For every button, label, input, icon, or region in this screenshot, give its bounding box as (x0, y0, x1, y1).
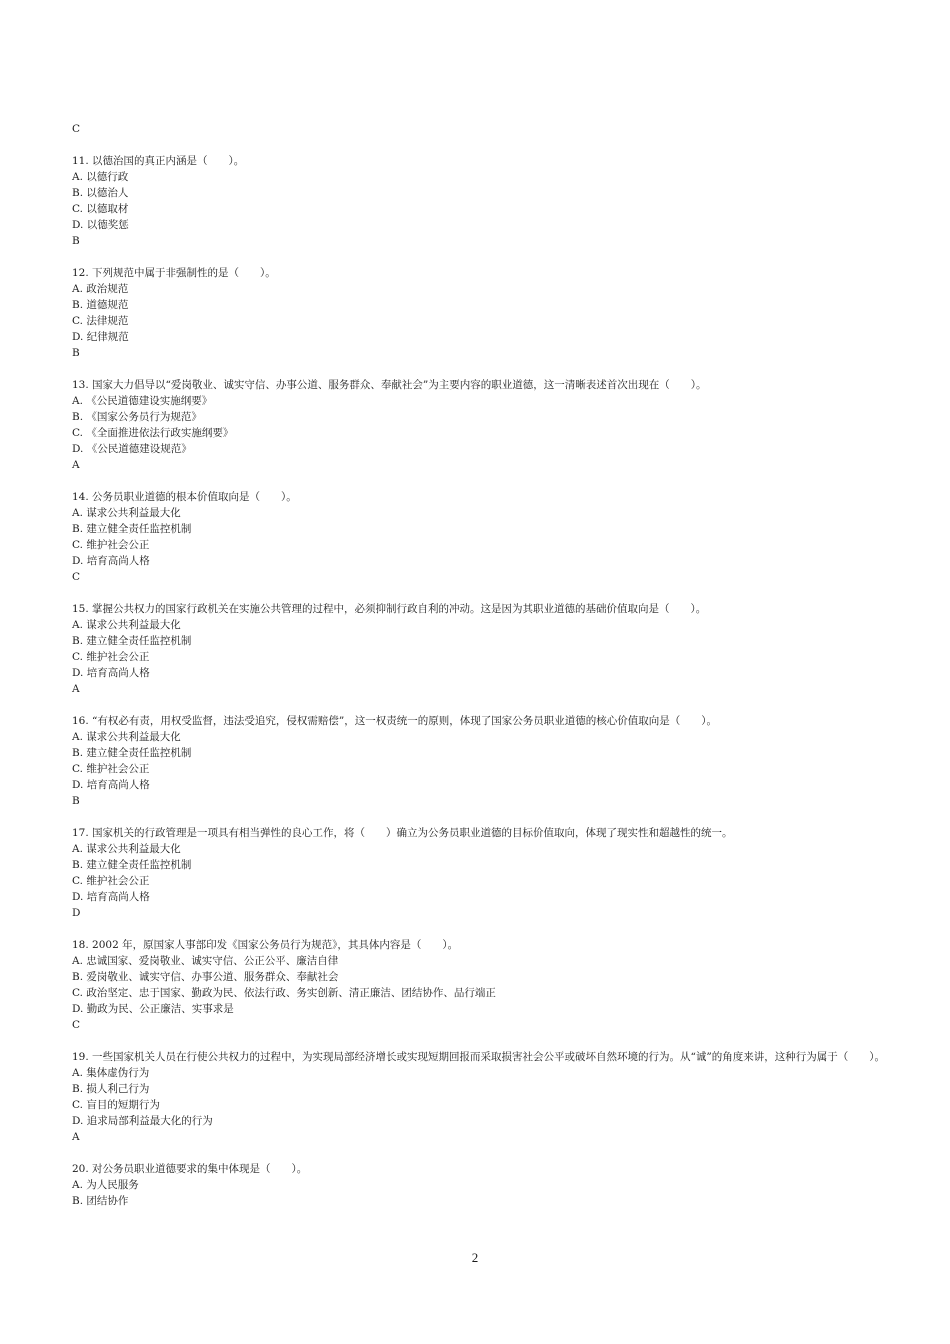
question-stem: 12. 下列规范中属于非强制性的是（ ）。 (72, 267, 276, 279)
question-block (72, 153, 902, 249)
answer-option: C. 维护社会公正 (72, 539, 150, 551)
answer-option: D. 培育高尚人格 (72, 667, 150, 679)
answer-option: B. 道德规范 (72, 299, 129, 311)
answer-option: C. 法律规范 (72, 315, 129, 327)
question-stem: 16. “有权必有责，用权受监督，违法受追究，侵权需赔偿”，这一权责统一的原则，体现了国家公务员职业道德的核心价值取向是（ ）。 (72, 715, 718, 727)
answer-option: C. 盲目的短期行为 (72, 1099, 160, 1111)
answer-key: C (72, 1019, 81, 1031)
answer-option: C. 以德取材 (72, 203, 129, 215)
question-block (72, 265, 902, 361)
answer-option: D. 《公民道德建设规范》 (72, 443, 192, 455)
answer-key: A (72, 683, 80, 695)
question-stem: 11. 以德治国的真正内涵是（ ）。 (72, 155, 245, 167)
answer-option: D. 以德奖惩 (72, 219, 129, 231)
answer-key: A (72, 1131, 80, 1143)
question-block (72, 377, 902, 473)
question-stem: 13. 国家大力倡导以“爱岗敬业、诚实守信、办事公道、服务群众、奉献社会”为主要内容的职业道德，这一清晰表述首次出现在（ ）。 (72, 379, 707, 391)
question-block (72, 489, 902, 585)
answer-option: D. 勤政为民、公正廉洁、实事求是 (72, 1003, 234, 1015)
answer-key: B (72, 795, 80, 807)
answer-option: B. 以德治人 (72, 187, 129, 199)
previous-answer: C (72, 123, 81, 135)
question-stem: 14. 公务员职业道德的根本价值取向是（ ）。 (72, 491, 297, 503)
answer-option: A. 集体虚伪行为 (72, 1067, 150, 1079)
answer-option: A. 谋求公共利益最大化 (72, 843, 181, 855)
answer-option: C. 维护社会公正 (72, 651, 150, 663)
answer-option: B. 建立健全责任监控机制 (72, 523, 192, 535)
question-list (72, 153, 902, 1209)
answer-option: B. 建立健全责任监控机制 (72, 747, 192, 759)
question-stem: 15. 掌握公共权力的国家行政机关在实施公共管理的过程中，必须抑制行政自利的冲动。这是因为其职业道德的基础价值取向是（ ）。 (72, 603, 707, 615)
question-stem: 18. 2002 年，原国家人事部印发《国家公务员行为规范》，其具体内容是（ ）。 (72, 939, 459, 951)
answer-option: A. 谋求公共利益最大化 (72, 619, 181, 631)
question-stem: 19. 一些国家机关人员在行使公共权力的过程中，为实现局部经济增长或实现短期回报而采取损害社会公平或破坏自然环境的行为。从“诚”的角度来讲，这种行为属于（ ）。 (72, 1051, 886, 1063)
answer-option: B. 损人利己行为 (72, 1083, 150, 1095)
answer-option: D. 培育高尚人格 (72, 891, 150, 903)
question-block (72, 1049, 902, 1145)
page-number: 2 (471, 1250, 479, 1265)
answer-key: A (72, 459, 80, 471)
answer-option: D. 纪律规范 (72, 331, 129, 343)
question-block (72, 825, 902, 921)
answer-option: D. 追求局部利益最大化的行为 (72, 1115, 213, 1127)
answer-key: D (72, 907, 81, 919)
answer-option: C. 维护社会公正 (72, 763, 150, 775)
answer-option: B. 建立健全责任监控机制 (72, 635, 192, 647)
question-stem: 20. 对公务员职业道德要求的集中体现是（ ）。 (72, 1163, 308, 1175)
question-block (72, 713, 902, 809)
answer-option: A. 以德行政 (72, 171, 129, 183)
question-block (72, 1161, 902, 1209)
answer-key: C (72, 571, 81, 583)
answer-option: C. 政治坚定、忠于国家、勤政为民、依法行政、务实创新、清正廉洁、团结协作、品行端正 (72, 987, 496, 999)
answer-option: B. 《国家公务员行为规范》 (72, 411, 202, 423)
answer-key: B (72, 235, 80, 247)
question-block (72, 937, 902, 1033)
answer-option: A. 《公民道德建设实施纲要》 (72, 395, 213, 407)
answer-option: A. 谋求公共利益最大化 (72, 507, 181, 519)
answer-option: A. 忠诚国家、爱岗敬业、诚实守信、公正公平、廉洁自律 (72, 955, 339, 967)
answer-key: B (72, 347, 80, 359)
answer-option: B. 团结协作 (72, 1195, 129, 1207)
answer-option: A. 政治规范 (72, 283, 129, 295)
question-block (72, 601, 902, 697)
answer-option: A. 谋求公共利益最大化 (72, 731, 181, 743)
document-page (72, 121, 902, 1209)
answer-option: B. 建立健全责任监控机制 (72, 859, 192, 871)
answer-option: A. 为人民服务 (72, 1179, 139, 1191)
answer-option: D. 培育高尚人格 (72, 555, 150, 567)
answer-option: C. 维护社会公正 (72, 875, 150, 887)
question-stem: 17. 国家机关的行政管理是一项具有相当弹性的良心工作，将（ ）确立为公务员职业道德的目标价值取向，体现了现实性和超越性的统一。 (72, 827, 733, 839)
answer-option: D. 培育高尚人格 (72, 779, 150, 791)
answer-option: C. 《全面推进依法行政实施纲要》 (72, 427, 234, 439)
answer-option: B. 爱岗敬业、诚实守信、办事公道、服务群众、奉献社会 (72, 971, 339, 983)
